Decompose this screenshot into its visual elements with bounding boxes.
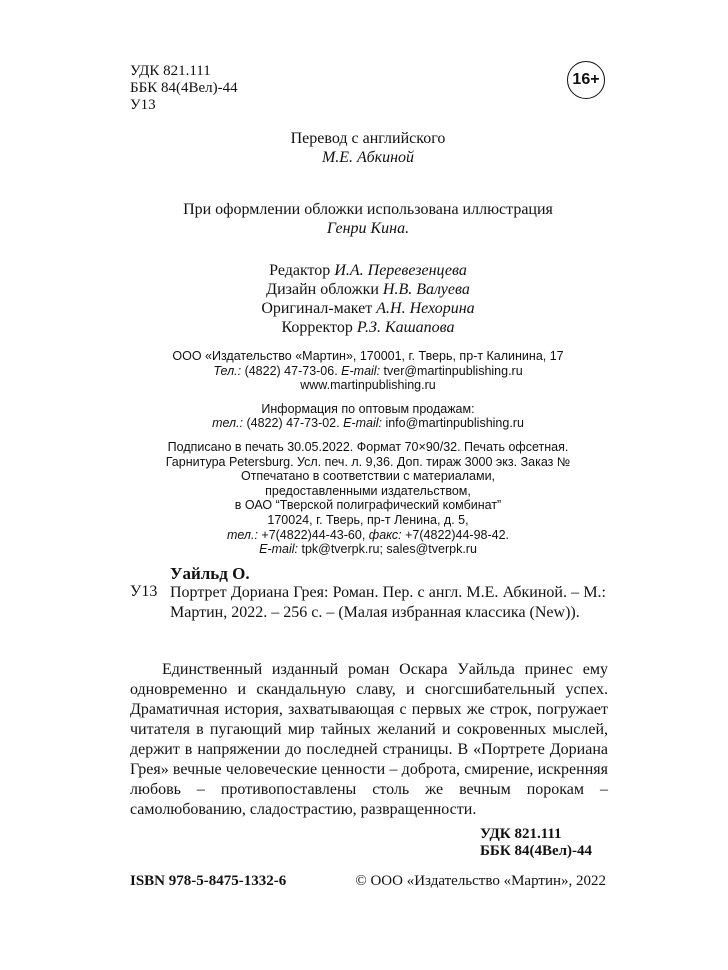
email-value: tver@martinpublishing.ru	[380, 363, 523, 378]
translation-block	[130, 129, 606, 167]
printer-emails	[130, 542, 606, 557]
book-abstract: Единственный изданный роман Оскара Уайльда принес ему одновременно и скандальную славу, и сногсшибательный успех. Драматичная история, захватывающая с первых же строк, погружает читателя в пугающий мир тайных желаний и сокровенных мыслей, держит в напряжении до последней страницы. В «Портрете Дориана Грея» вечные человеческие ценности – доброта, смирение, искренняя любовь – противопоставлены столь же вечным порокам – самолюбованию, сладострастию, развращенности.	[130, 661, 608, 818]
tel-label: тел.:	[212, 416, 244, 431]
credits-block	[130, 261, 606, 337]
print-note-2: предоставленными издательством,	[265, 483, 471, 498]
credit-layout	[130, 299, 606, 318]
credit-role: Редактор	[269, 262, 331, 279]
credit-role: Корректор	[281, 319, 353, 336]
email-value: info@martinpublishing.ru	[381, 416, 524, 431]
credit-proofreader	[130, 318, 606, 337]
author-mark: У13	[130, 97, 156, 113]
tel-value: +7(4822)44-43-60,	[257, 527, 369, 542]
bbk-code: ББК 84(4Вел)-44	[480, 843, 593, 859]
catalog-author-mark: У13	[130, 583, 158, 600]
email-label: E-mail:	[259, 542, 298, 557]
translator-name: М.Е. Абкиной	[321, 149, 415, 166]
imprint-block	[130, 349, 606, 557]
copyright-notice: © ООО «Издательство «Мартин», 2022	[355, 873, 606, 889]
udk-code: УДК 821.111	[480, 826, 562, 842]
print-signed: Подписано в печать 30.05.2022. Формат 70×90/32. Печать офсетная.	[167, 439, 569, 454]
credit-name: А.Н. Нехорина	[376, 300, 475, 317]
age-rating-badge	[567, 61, 605, 99]
print-note-1: Отпечатано в соответствии с материалами,	[240, 469, 496, 484]
credit-name: И.А. Перевезенцева	[334, 262, 467, 279]
catalog-entry: Портрет Дориана Грея: Роман. Пер. с англ. М.Е. Абкиной. – М.: Мартин, 2022. – 256 с. – (Малая избранная классика (New)).	[170, 584, 606, 621]
publisher-address: ООО «Издательство «Мартин», 170001, г. Тверь, пр-т Калинина, 17	[172, 349, 564, 363]
email-label: E-mail:	[341, 363, 381, 378]
tel-value: (4822) 47-73-06.	[241, 363, 342, 378]
wholesale-title: Информация по оптовым продажам:	[261, 401, 475, 416]
tel-value: (4822) 47-73-02.	[243, 416, 344, 431]
catalog-author: Уайльд О.	[170, 564, 250, 583]
credit-name: Н.В. Валуева	[382, 281, 470, 298]
credit-name: Р.З. Кашапова	[356, 319, 455, 336]
printer-name: в ОАО “Тверской полиграфический комбинат”	[234, 498, 502, 513]
cover-illustration-note	[130, 200, 606, 238]
cover-note-line: При оформлении обложки использована иллюстрация	[183, 201, 553, 218]
age-rating-text: 16+	[572, 71, 600, 88]
credit-role: Оригинал-макет	[261, 300, 373, 317]
printer-address: 170024, г. Тверь, пр-т Ленина, д. 5,	[267, 512, 469, 527]
print-specs: Гарнитура Petersburg. Усл. печ. л. 9,36. Доп. тираж 3000 экз. Заказ №	[165, 454, 571, 469]
translation-line: Перевод с английского	[290, 130, 446, 147]
printer-phones	[130, 528, 606, 543]
top-classification-codes	[130, 63, 238, 114]
publisher-website: www.martinpublishing.ru	[300, 378, 436, 393]
tel-label: тел.:	[226, 527, 258, 542]
credit-cover-design	[130, 280, 606, 299]
email-label: E-mail:	[343, 416, 382, 431]
cover-artist-name: Генри Кина.	[326, 220, 410, 237]
isbn: ISBN 978-5-8475-1332-6	[130, 873, 287, 889]
credit-editor	[130, 261, 606, 280]
bbk-code: ББК 84(4Вел)-44	[130, 80, 238, 96]
publisher-contacts	[130, 364, 606, 379]
wholesale-contacts	[130, 416, 606, 431]
udk-code: УДК 821.111	[130, 63, 211, 79]
tel-label: Тел.:	[213, 363, 242, 378]
bottom-classification-codes	[480, 826, 606, 860]
fax-value: +7(4822)44-98-42.	[401, 527, 510, 542]
email-value: tpk@tverpk.ru; sales@tverpk.ru	[298, 542, 477, 557]
credit-role: Дизайн обложки	[266, 281, 379, 298]
fax-label: факс:	[368, 527, 402, 542]
